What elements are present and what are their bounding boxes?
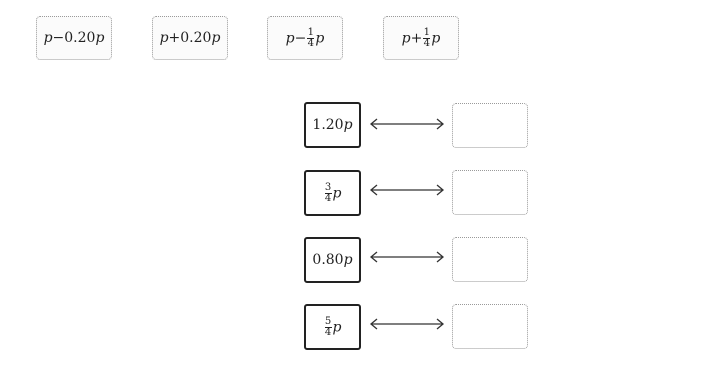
option-tile-p-plus-020p[interactable]: p+0.20p	[152, 16, 228, 60]
double-arrow-icon	[368, 318, 446, 330]
option-tile-p-minus-020p[interactable]: p−0.20p	[36, 16, 112, 60]
prompt-box-three-quarters-p: $\frac{3}{4}$ p	[304, 170, 361, 216]
option-tile-p-minus-quarter-p[interactable]: p− $\frac{1}{4}$ p	[267, 16, 343, 60]
prompt-box-0-80p: 0.80p	[304, 237, 361, 283]
drop-target-2[interactable]	[452, 170, 528, 215]
drop-target-1[interactable]	[452, 103, 528, 148]
prompt-box-five-quarters-p: $\frac{5}{4}$ p	[304, 304, 361, 350]
double-arrow-icon	[368, 118, 446, 130]
double-arrow-icon	[368, 251, 446, 263]
drop-target-3[interactable]	[452, 237, 528, 282]
option-tile-p-plus-quarter-p[interactable]: p+ $\frac{1}{4}$ p	[383, 16, 459, 60]
prompt-box-1-20p: 1.20p	[304, 102, 361, 148]
drop-target-4[interactable]	[452, 304, 528, 349]
double-arrow-icon	[368, 184, 446, 196]
